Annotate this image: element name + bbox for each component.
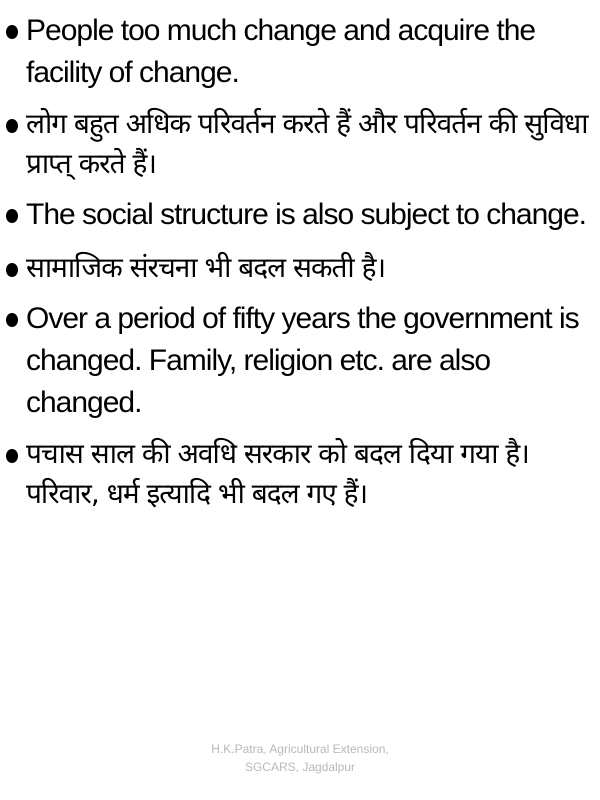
footer-credit xyxy=(0,740,600,776)
bullet-text-4: सामाजिक संरचना भी बदल सकती है। xyxy=(26,251,386,284)
bullet-dot-icon xyxy=(6,313,18,327)
footer-line-2: SGCARS, Jagdalpur xyxy=(244,760,356,774)
bullet-text-3: The social structure is also subject to change. xyxy=(26,198,586,231)
bullet-dot-icon xyxy=(6,263,18,277)
bullet-dot-icon xyxy=(6,25,18,39)
bullet-item-1 xyxy=(6,10,594,94)
bullet-text-1: People too much change and acquire the facility of change. xyxy=(26,14,536,89)
bullet-item-3 xyxy=(6,194,594,236)
bullet-text-2: लोग बहुत अधिक परिवर्तन करते हैं और परिवर्तन की सुविधा प्राप्त् करते हैं। xyxy=(26,107,588,180)
bullet-dot-icon xyxy=(6,449,18,463)
bullet-item-2 xyxy=(6,104,594,184)
bullet-item-5 xyxy=(6,298,594,424)
footer-line-1: H.K.Patra, Agricultural Extension, xyxy=(211,742,389,756)
bullet-dot-icon xyxy=(6,119,18,133)
bullet-list xyxy=(6,10,594,514)
bullet-dot-icon xyxy=(6,209,18,223)
bullet-text-6: पचास साल की अवधि सरकार को बदल दिया गया है। परिवार, धर्म इत्यादि भी बदल गए हैं। xyxy=(26,437,529,510)
bullet-text-5: Over a period of fifty years the government is changed. Family, religion etc. are also changed. xyxy=(26,302,579,419)
bullet-item-6 xyxy=(6,434,594,514)
bullet-item-4 xyxy=(6,248,594,288)
